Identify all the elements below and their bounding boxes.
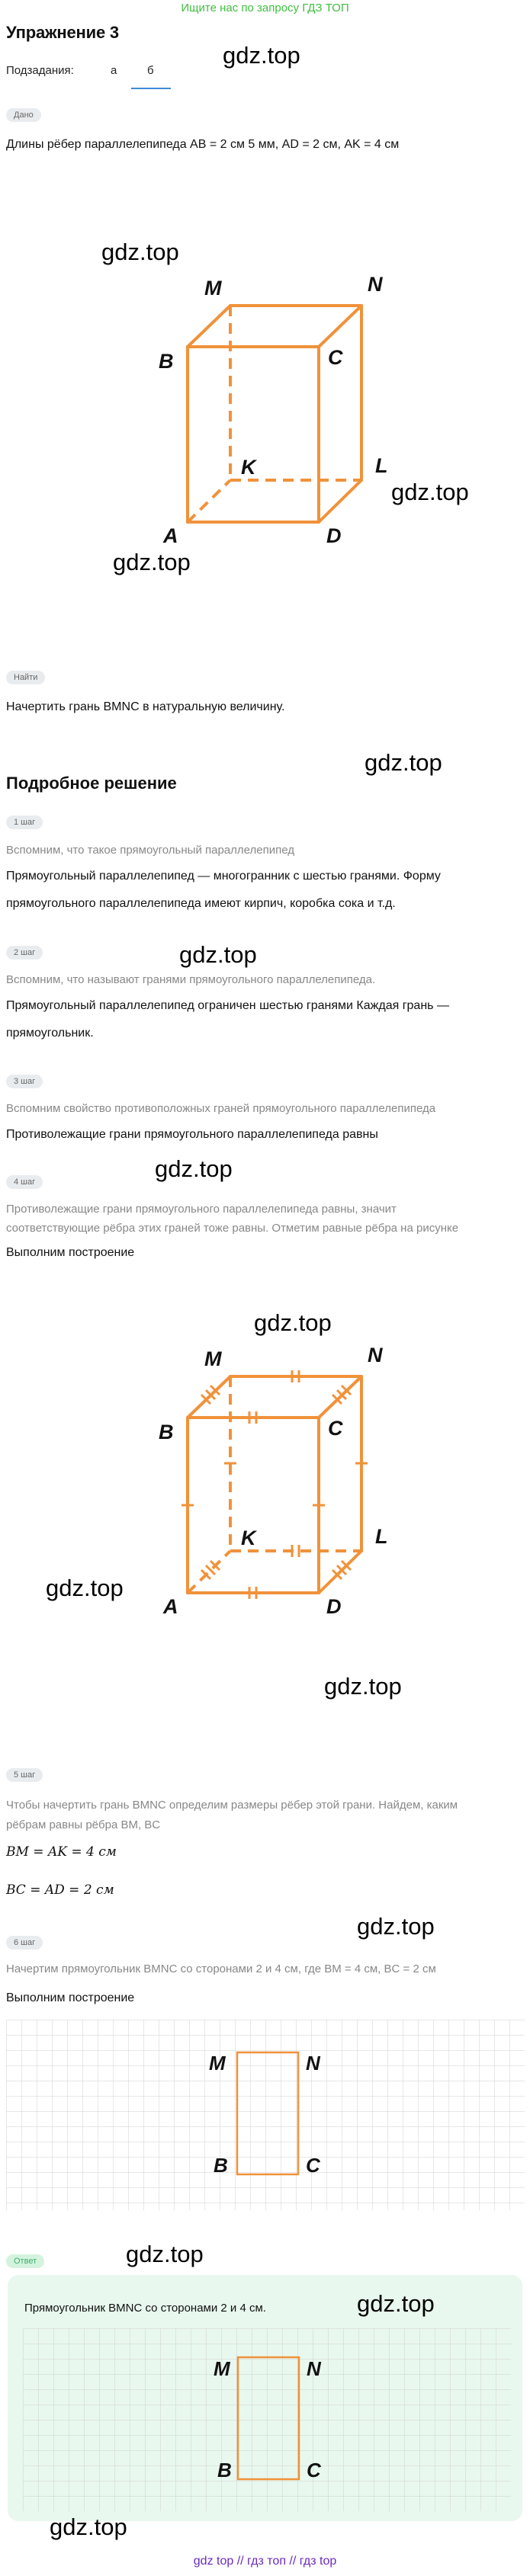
step-chip: 6 шаг [6,1936,43,1950]
label-B: B [214,2154,228,2177]
label-A: A [163,524,178,547]
label-M: M [204,277,222,300]
label-N: N [368,273,383,296]
step-text: прямоугольного параллелепипеда имеют кирпич, коробка сока и т.д. [6,897,396,910]
footer-links[interactable]: gdz top // гдз топ // гдз top [193,2555,337,2568]
label-C: C [328,346,343,369]
step-chip: 5 шаг [6,1768,43,1782]
find-chip: Найти [6,671,45,684]
find-text: Начертить грань BMNC в натуральную величину. [6,700,285,713]
step-equation: BM = AK = 4 см [6,1844,117,1860]
watermark: gdz.top [357,1913,435,1940]
label-C: C [328,1417,343,1440]
step-text: Выполним построение [6,1991,135,2004]
watermark: gdz.top [155,1155,233,1182]
step-text: Выполним построение [6,1246,135,1259]
watermark: gdz.top [324,1673,402,1700]
label-N: N [306,2052,320,2075]
step-hint: Вспомним свойство противоположных граней прямоугольного параллелепипеда [6,1102,436,1115]
watermark: gdz.top [391,479,469,505]
step-equation: BC = AD = 2 см [6,1882,114,1898]
tab-active-indicator [131,88,171,89]
label-B: B [159,350,174,373]
watermark: gdz.top [357,2290,435,2317]
label-K: K [241,456,256,479]
label-D: D [326,524,342,547]
step-text: прямоугольник. [6,1027,94,1040]
solution-title: Подробное решение [6,774,177,793]
step-chip: 2 шаг [6,946,43,960]
watermark: gdz.top [50,2514,127,2540]
watermark: gdz.top [126,2241,204,2267]
top-banner[interactable]: Ищите нас по запросу ГДЗ ТОП [181,2,349,14]
label-B: B [159,1421,174,1443]
step-hint: Чтобы начертить грань BMNC определим размеры рёбер этой грани. Найдем, каким [6,1799,458,1812]
parallelepiped-figure [0,259,530,564]
exercise-title: Упражнение 3 [6,23,119,42]
label-M: M [204,1347,222,1370]
given-text-content: Длины рёбер параллелепипеда AB = 2 см 5 мм, AD = 2 см, AK = 4 см [6,138,400,151]
label-M: M [214,2357,230,2380]
step-hint: Противолежащие грани прямоугольного параллелепипеда равны, значит [6,1203,397,1216]
watermark: gdz.top [223,42,300,69]
subtasks-label: Подзадания: [6,64,74,77]
given-text [6,138,399,152]
label-K: K [241,1527,256,1549]
watermark: gdz.top [254,1309,332,1336]
step-hint: рёбрам равны рёбра BM, BC [6,1818,161,1831]
label-L: L [375,1525,388,1548]
step-chip: 3 шаг [6,1075,43,1088]
grid-rectangle-drawing [6,2020,525,2210]
watermark: gdz.top [179,941,257,968]
step-chip: 1 шаг [6,815,43,829]
step-hint: Вспомним, что называют гранями прямоугольного параллелепипеда. [6,973,376,986]
step-hint: соответствующие рёбра этих граней тоже равны. Отметим равные рёбра на рисунке [6,1222,459,1235]
answer-text: Прямоугольник BMNC со сторонами 2 и 4 см. [24,2302,266,2315]
step-hint: Начертим прямоугольник BMNC со сторонами 2 и 4 см, где BM = 4 см, BC = 2 см [6,1962,436,1975]
label-N: N [307,2357,321,2380]
step-text: Прямоугольный параллелепипед ограничен шестью гранями Каждая грань — [6,999,449,1012]
label-D: D [326,1595,342,1618]
answer-chip: Ответ [6,2254,44,2268]
tab-a[interactable]: а [111,64,117,77]
parallelepiped-marked-figure [0,1341,530,1661]
label-B: B [217,2459,232,2481]
step-hint: Вспомним, что такое прямоугольный параллелепипед [6,844,294,857]
watermark: gdz.top [101,239,179,265]
step-text: Прямоугольный параллелепипед — многогранник с шестью гранями. Форму [6,870,441,883]
label-L: L [375,454,388,477]
watermark: gdz.top [113,549,191,575]
tab-b[interactable]: б [147,64,154,77]
answer-grid-drawing [23,2328,511,2511]
watermark: gdz.top [365,749,442,776]
given-chip: Дано [6,108,41,122]
step-text: Противолежащие грани прямоугольного параллелепипеда равны [6,1128,378,1141]
label-C: C [307,2459,321,2481]
label-M: M [209,2052,226,2075]
label-N: N [368,1344,383,1366]
watermark: gdz.top [46,1575,124,1601]
label-A: A [163,1595,178,1618]
step-chip: 4 шаг [6,1175,43,1189]
label-C: C [306,2154,320,2177]
